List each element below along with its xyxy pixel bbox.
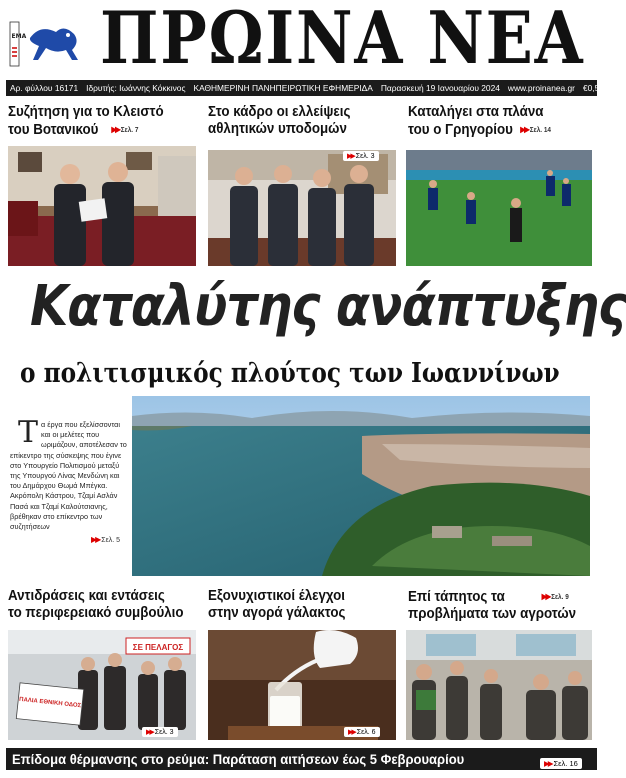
website-link[interactable]: www.proinanea.gr [507, 83, 575, 93]
story-headline: Εξονυχιστικοί έλεγχοι στην αγορά γάλακτος [208, 588, 346, 621]
photo-protest-council [8, 630, 196, 740]
story-headline: Συζήτηση για το Κλειστό του Βοτανικού ▶▶ Σελ. 7 [8, 104, 164, 138]
page-ref: ▶▶ Σελ. 9 [541, 592, 569, 601]
story-headline: Καταλήγει στα πλάνα του ο Γρηγορίου ▶▶ Σελ. 14 [408, 104, 552, 138]
page-ref: ▶▶ Σελ. 7 [111, 125, 139, 134]
photo-football-training [406, 150, 592, 266]
info-bar [6, 80, 604, 96]
main-story-body: Τα έργα που εξελίσσονται και οι μελέτες που ωριμάζουν, αποτέλεσαν το επίκεντρο της σύσκεψης που έγινε στο Υπουργείο Πολιτισμού μεταξύ της Υπουργού Λίνας Μενδώνη και του Δημάρχου Θωμά Μπέγκα. Ακρόπολη Κάστρου, Τζαμί Ασλάν Πασά και Τζαμί Καλούτσιανης, βρέθηκαν στο επίκεντρο των συζητήσεων ▶▶ Σελ. 5 [10, 420, 130, 546]
page-ref-badge: ▶▶ Σελ. 3 [142, 727, 178, 737]
top-story-3[interactable] [408, 104, 598, 139]
top-story-1[interactable] [8, 104, 198, 139]
bottom-story-1[interactable] [8, 588, 208, 622]
protest-banner-text: ΣΕ ΠΕΛΑΓΟΣ [132, 643, 184, 652]
main-headline[interactable]: Καταλύτης ανάπτυξης [30, 274, 626, 339]
issue-number: Αρ. φύλλου 16171 [10, 83, 79, 93]
page-ref: ▶▶ Σελ. 14 [520, 125, 552, 134]
photo-meeting-officials [8, 146, 196, 266]
photo-milk-pouring [208, 630, 396, 740]
protest-sign-text: ΠΑΛΙΑ ΕΘΝΙΚΗ ΟΔΟΣ [18, 696, 82, 710]
logo-text: ΕΜΑ [11, 33, 27, 40]
photo-ioannina-lake [132, 396, 590, 576]
founder: Ιδρυτής: Ιωάννης Κόκκινος [86, 83, 186, 93]
footer-headline: Επίδομα θέρμανσης στο ρεύμα: Παράταση αιτήσεων έως 5 Φεβρουαρίου [12, 751, 465, 767]
page-ref-badge: ▶▶ Σελ. 3 [343, 151, 379, 161]
footer-news-bar[interactable] [6, 748, 597, 770]
bottom-story-2[interactable] [208, 588, 408, 622]
page-ref-badge: ▶▶ Σελ. 6 [344, 727, 380, 737]
main-subheadline: ο πολιτισμικός πλούτος των Ιωαννίνων [20, 358, 560, 389]
story-headline: Επί τάπητος τα ▶▶ Σελ. 9 προβλήματα των αγροτών [408, 588, 577, 622]
story-headline: Στο κάδρο οι ελλείψεις αθλητικών υποδομών [208, 104, 351, 137]
newspaper-logo [8, 8, 98, 74]
price: €0,50 [582, 83, 604, 93]
footer-page-ref: ▶▶ Σελ. 16 [540, 758, 582, 769]
bottom-story-3[interactable] [408, 588, 598, 623]
issue-date: Παρασκευή 19 Ιανουαρίου 2024 [380, 83, 500, 93]
tagline: ΚΑΘΗΜΕΡΙΝΗ ΠΑΝΗΠΕΙΡΩΤΙΚΗ ΕΦΗΜΕΡΙΔΑ [193, 83, 373, 93]
drop-cap: Τ [18, 415, 39, 450]
masthead-title: ΠΡΩΙΝΑ ΝΕΑ [100, 0, 585, 80]
main-page-ref: ▶▶ Σελ. 5 [90, 535, 120, 545]
story-headline: Αντιδράσεις και εντάσεις το περιφερειακό συμβούλιο [8, 588, 184, 621]
photo-group-officials [208, 150, 396, 266]
photo-farmers-meeting [406, 630, 592, 740]
top-story-2[interactable] [208, 104, 398, 138]
